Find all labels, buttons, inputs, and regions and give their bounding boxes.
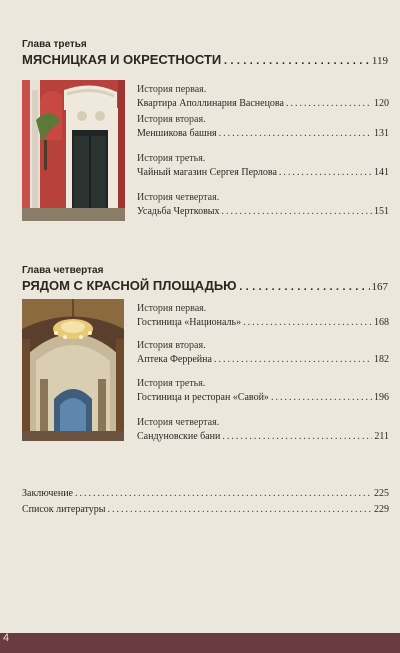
chapter-4-label: Глава четвертая: [22, 265, 104, 276]
story-kicker: История вторая.: [137, 114, 206, 125]
dot-leader: [271, 391, 372, 405]
story-line: [137, 391, 389, 405]
chapter-4-photo: [22, 299, 124, 441]
story-page: 120: [374, 98, 389, 109]
story-line: [137, 316, 389, 330]
story-kicker: История четвертая.: [137, 417, 220, 428]
dot-leader: [219, 127, 372, 141]
story-page: 182: [374, 354, 389, 365]
toc-entry-bibliography[interactable]: [22, 503, 389, 517]
story-title: Гостиница «Националь»: [137, 317, 242, 328]
story-title: Чайный магазин Сергея Перлова: [137, 167, 277, 178]
story-line: [137, 430, 389, 444]
story-item[interactable]: [137, 302, 389, 330]
story-kicker: История первая.: [137, 84, 207, 95]
dot-leader: [223, 51, 370, 69]
story-line: [137, 97, 389, 111]
story-kicker: История вторая.: [137, 340, 206, 351]
dot-leader: [214, 353, 372, 367]
chapter-3-label: Глава третья: [22, 39, 87, 50]
dot-leader: [243, 316, 372, 330]
story-item[interactable]: [137, 416, 389, 444]
story-item[interactable]: [137, 113, 389, 141]
story-title: Сандуновские бани: [137, 431, 221, 442]
dot-leader: [222, 430, 372, 444]
dot-leader: [286, 97, 372, 111]
toc-entry-page: 225: [374, 488, 389, 499]
story-page: 211: [374, 431, 389, 442]
story-kicker: История первая.: [137, 303, 207, 314]
dot-leader: [75, 487, 372, 501]
story-page: 196: [374, 392, 389, 403]
dot-leader: [239, 277, 370, 295]
chapter-4-title: РЯДОМ С КРАСНОЙ ПЛОЩАДЬЮ: [22, 278, 237, 293]
chapter-3-heading: [22, 51, 388, 69]
story-title: Меншикова башня: [137, 128, 217, 139]
story-line: [137, 205, 389, 219]
story-page: 168: [374, 317, 389, 328]
chapter-3-photo: [22, 80, 125, 221]
toc-entry-conclusion[interactable]: [22, 487, 389, 501]
story-title: Квартира Аполлинария Васнецова: [137, 98, 284, 109]
toc-entry-page: 229: [374, 504, 389, 515]
dot-leader: [107, 503, 372, 517]
story-item[interactable]: [137, 339, 389, 367]
story-page: 131: [374, 128, 389, 139]
story-item[interactable]: [137, 152, 389, 180]
chapter-3-title: МЯСНИЦКАЯ И ОКРЕСТНОСТИ: [22, 52, 222, 67]
chapter-4-heading: [22, 277, 388, 295]
story-item[interactable]: [137, 191, 389, 219]
page-number: 4: [3, 632, 10, 644]
story-line: [137, 166, 389, 180]
story-line: [137, 353, 389, 367]
story-item[interactable]: [137, 377, 389, 405]
dot-leader: [279, 166, 372, 180]
story-kicker: История четвертая.: [137, 192, 220, 203]
story-page: 141: [374, 167, 389, 178]
story-title: Гостиница и ресторан «Савой»: [137, 392, 269, 403]
story-kicker: История третья.: [137, 153, 206, 164]
story-title: Усадьба Чертковых: [137, 206, 220, 217]
story-page: 151: [374, 206, 389, 217]
toc-entry-title: Список литературы: [22, 504, 106, 515]
story-item[interactable]: [137, 83, 389, 111]
story-kicker: История третья.: [137, 378, 206, 389]
toc-entry-title: Заключение: [22, 488, 73, 499]
chapter-4-page: 167: [371, 281, 388, 293]
dot-leader: [222, 205, 372, 219]
chapter-3-page: 119: [371, 55, 388, 67]
story-title: Аптека Феррейна: [137, 354, 212, 365]
story-line: [137, 127, 389, 141]
footer-bar: [0, 633, 400, 653]
